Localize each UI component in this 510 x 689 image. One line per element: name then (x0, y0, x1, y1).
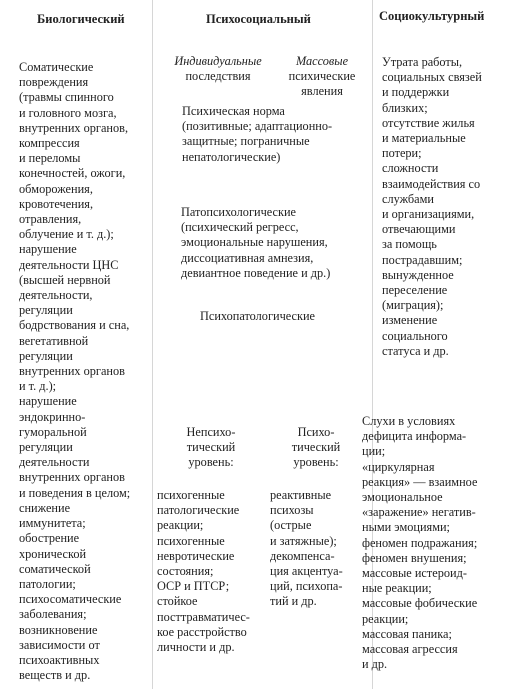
nonpsychotic-header-line: уровень: (188, 455, 234, 470)
biological-factor-line: заболевания; (19, 607, 87, 622)
individual-subtitle: последствия (185, 69, 251, 84)
pathopsychological-line: девиантное поведение и др.) (181, 265, 331, 280)
sociocultural-line: изменение (382, 313, 438, 328)
biological-factor-line: иммунитета; (19, 516, 86, 531)
sociocultural-line: и поддержки (382, 85, 450, 100)
mass-subtitle-line-1: психические (288, 69, 356, 84)
individual-consequences-header (163, 54, 273, 84)
mass-phenomena-list (362, 414, 477, 672)
psychotic-line: (острые (270, 518, 312, 533)
header-psychosocial: Психосоциальный (206, 12, 311, 26)
sociocultural-line: отсутствие жилья (382, 115, 475, 130)
mass-phenomenon-line: эмоциональное (362, 490, 443, 505)
column-divider-1 (152, 0, 153, 689)
mass-phenomena-header (281, 54, 363, 100)
biological-factor-line: деятельности ЦНС (19, 257, 119, 272)
mass-phenomenon-line: феномен подражания; (362, 535, 478, 550)
biological-factor-line: регуляции (19, 348, 73, 363)
mental-norm-line: Психическая норма (182, 104, 285, 118)
header-biological: Биологический (37, 12, 125, 26)
mass-phenomenon-line: и др. (362, 657, 388, 672)
sociocultural-line: отвечающими (382, 222, 456, 237)
mental-norm-block (182, 104, 332, 165)
biological-factor-line: веществ и др. (19, 668, 91, 683)
sociocultural-line: социальных связей (382, 70, 482, 85)
psychotic-line: ций, психопа- (270, 579, 343, 594)
psychotic-line: реактивные (270, 488, 332, 502)
biological-factor-line: нарушение (19, 394, 77, 409)
biological-factor-line: и головного мозга, (19, 105, 117, 120)
biological-factor-line: Соматические (19, 60, 94, 74)
pathopsychological-block (181, 205, 330, 281)
mass-title: Массовые (295, 54, 349, 68)
biological-factor-line: деятельности, (19, 288, 93, 303)
pathopsychological-line: диссоциативная амнезия, (181, 250, 314, 265)
biological-factor-line: облучение и т. д.); (19, 227, 114, 242)
psychotic-level-header (280, 425, 352, 471)
biological-factor-line: регуляции (19, 440, 73, 455)
sociocultural-line: и материальные (382, 131, 466, 146)
psychotic-line: и затяжные); (270, 533, 337, 548)
mass-phenomenon-line: массовые фобические (362, 596, 478, 611)
nonpsychotic-line: патологические (157, 503, 240, 518)
biological-factor-line: психосоматические (19, 592, 122, 607)
biological-factors-list (19, 60, 130, 683)
mass-phenomenon-line: ные реакции; (362, 581, 432, 596)
mental-norm-line: защитные; пограничные (182, 134, 310, 149)
mass-subtitle-line-2: явления (301, 84, 343, 99)
mass-phenomenon-line: «циркулярная (362, 459, 435, 474)
mental-norm-line: (позитивные; адаптационно- (182, 119, 333, 134)
biological-factor-line: снижение (19, 500, 71, 515)
nonpsychotic-line: посттравматичес- (157, 609, 250, 624)
sociocultural-line: службами (382, 191, 434, 206)
nonpsychotic-line: ОСР и ПТСР; (157, 579, 230, 594)
mass-phenomenon-line: ции; (362, 444, 386, 459)
biological-factor-line: гуморальной (19, 424, 87, 439)
biological-factor-line: кровотечения, (19, 196, 94, 211)
biological-factor-line: внутренних органов (19, 364, 125, 379)
sociocultural-line: Утрата работы, (382, 55, 463, 69)
header-sociocultural: Социокультурный (379, 9, 485, 23)
biological-factor-line: хронической (19, 546, 87, 561)
sociocultural-line: и организациями, (382, 207, 475, 222)
pathopsychological-line: эмоциональные нарушения, (181, 235, 328, 250)
biological-factor-line: соматической (19, 561, 91, 576)
biological-factor-line: регуляции (19, 303, 73, 318)
biological-factor-line: и поведения в целом; (19, 485, 131, 500)
sociocultural-line: пострадавшим; (382, 252, 463, 267)
psychotic-level-list (270, 488, 343, 610)
psychotic-header-line: Психо- (297, 425, 335, 439)
psychotic-line: психозы (270, 503, 314, 518)
biological-factor-line: компрессия (19, 136, 80, 151)
sociocultural-factors-list (382, 55, 482, 359)
mass-phenomenon-line: феномен внушения; (362, 550, 467, 565)
sociocultural-line: за помощь (382, 237, 437, 252)
mass-phenomenon-line: «заражение» негатив- (362, 505, 476, 520)
mass-phenomenon-line: массовые истероид- (362, 566, 467, 581)
psychotic-header-line: тический (291, 440, 341, 455)
mass-phenomenon-line: Слухи в условиях (362, 414, 456, 428)
sociocultural-line: близких; (382, 100, 428, 115)
pathopsychological-line: Патопсихологические (181, 205, 296, 219)
nonpsychotic-line: состояния; (157, 564, 214, 579)
biological-factor-line: повреждения (19, 75, 89, 90)
nonpsychotic-line: личности и др. (157, 640, 235, 655)
biological-factor-line: психоактивных (19, 652, 100, 667)
sociocultural-line: (миграция); (382, 298, 444, 313)
sociocultural-line: взаимодействия со (382, 176, 481, 191)
sociocultural-line: сложности (382, 161, 439, 176)
nonpsychotic-line: психогенные (157, 533, 225, 548)
mass-phenomenon-line: дефицита информа- (362, 429, 467, 444)
sociocultural-line: статуса и др. (382, 343, 449, 358)
biological-factor-line: (травмы спинного (19, 90, 114, 105)
psychotic-header-line: уровень: (293, 455, 339, 470)
sociocultural-line: вынужденное (382, 267, 454, 282)
nonpsychotic-line: кое расстройство (157, 624, 247, 639)
biological-factor-line: обморожения, (19, 181, 93, 196)
nonpsychotic-level-header (172, 425, 250, 471)
individual-title: Индивидуальные (174, 54, 262, 68)
biological-factor-line: вегетативной (19, 333, 89, 348)
nonpsychotic-header-line: тический (186, 440, 236, 455)
nonpsychotic-line: психогенные (157, 488, 225, 502)
mental-norm-line: непатологические) (182, 149, 281, 164)
mass-phenomenon-line: реакция» — взаимное (362, 474, 478, 489)
psychotic-line: ция акцентуа- (270, 564, 343, 579)
psychopathological-label: Психопатологические (200, 309, 315, 323)
mass-phenomenon-line: массовая паника; (362, 626, 452, 641)
biological-factor-line: эндокринно- (19, 409, 86, 424)
biological-factor-line: зависимости от (19, 637, 100, 652)
psychotic-line: тий и др. (270, 594, 317, 609)
sociocultural-line: потери; (382, 146, 422, 161)
biological-factor-line: внутренних органов, (19, 120, 129, 135)
biological-factor-line: отравления, (19, 212, 82, 227)
nonpsychotic-level-list (157, 488, 250, 655)
sociocultural-line: переселение (382, 283, 448, 298)
biological-factor-line: и т. д.); (19, 379, 57, 394)
mass-phenomenon-line: реакции; (362, 611, 409, 626)
sociocultural-line: социального (382, 328, 448, 343)
biological-factor-line: и переломы (19, 151, 81, 166)
nonpsychotic-line: невротические (157, 548, 235, 563)
pathopsychological-line: (психический регресс, (181, 220, 299, 235)
biological-factor-line: патологии; (19, 576, 76, 591)
mass-phenomenon-line: ными эмоциями; (362, 520, 450, 535)
nonpsychotic-line: реакции; (157, 518, 204, 533)
biological-factor-line: возникновение (19, 622, 98, 637)
nonpsychotic-header-line: Непсихо- (186, 425, 236, 439)
mass-phenomenon-line: массовая агрессия (362, 642, 458, 657)
nonpsychotic-line: стойкое (157, 594, 198, 609)
biological-factor-line: (высшей нервной (19, 272, 111, 287)
biological-factor-line: нарушение (19, 242, 77, 257)
biological-factor-line: деятельности (19, 455, 90, 470)
biological-factor-line: внутренних органов (19, 470, 125, 485)
psychotic-line: декомпенса- (270, 548, 335, 563)
biological-factor-line: конечностей, ожоги, (19, 166, 126, 181)
biological-factor-line: бодрствования и сна, (19, 318, 130, 333)
biological-factor-line: обострение (19, 531, 80, 546)
